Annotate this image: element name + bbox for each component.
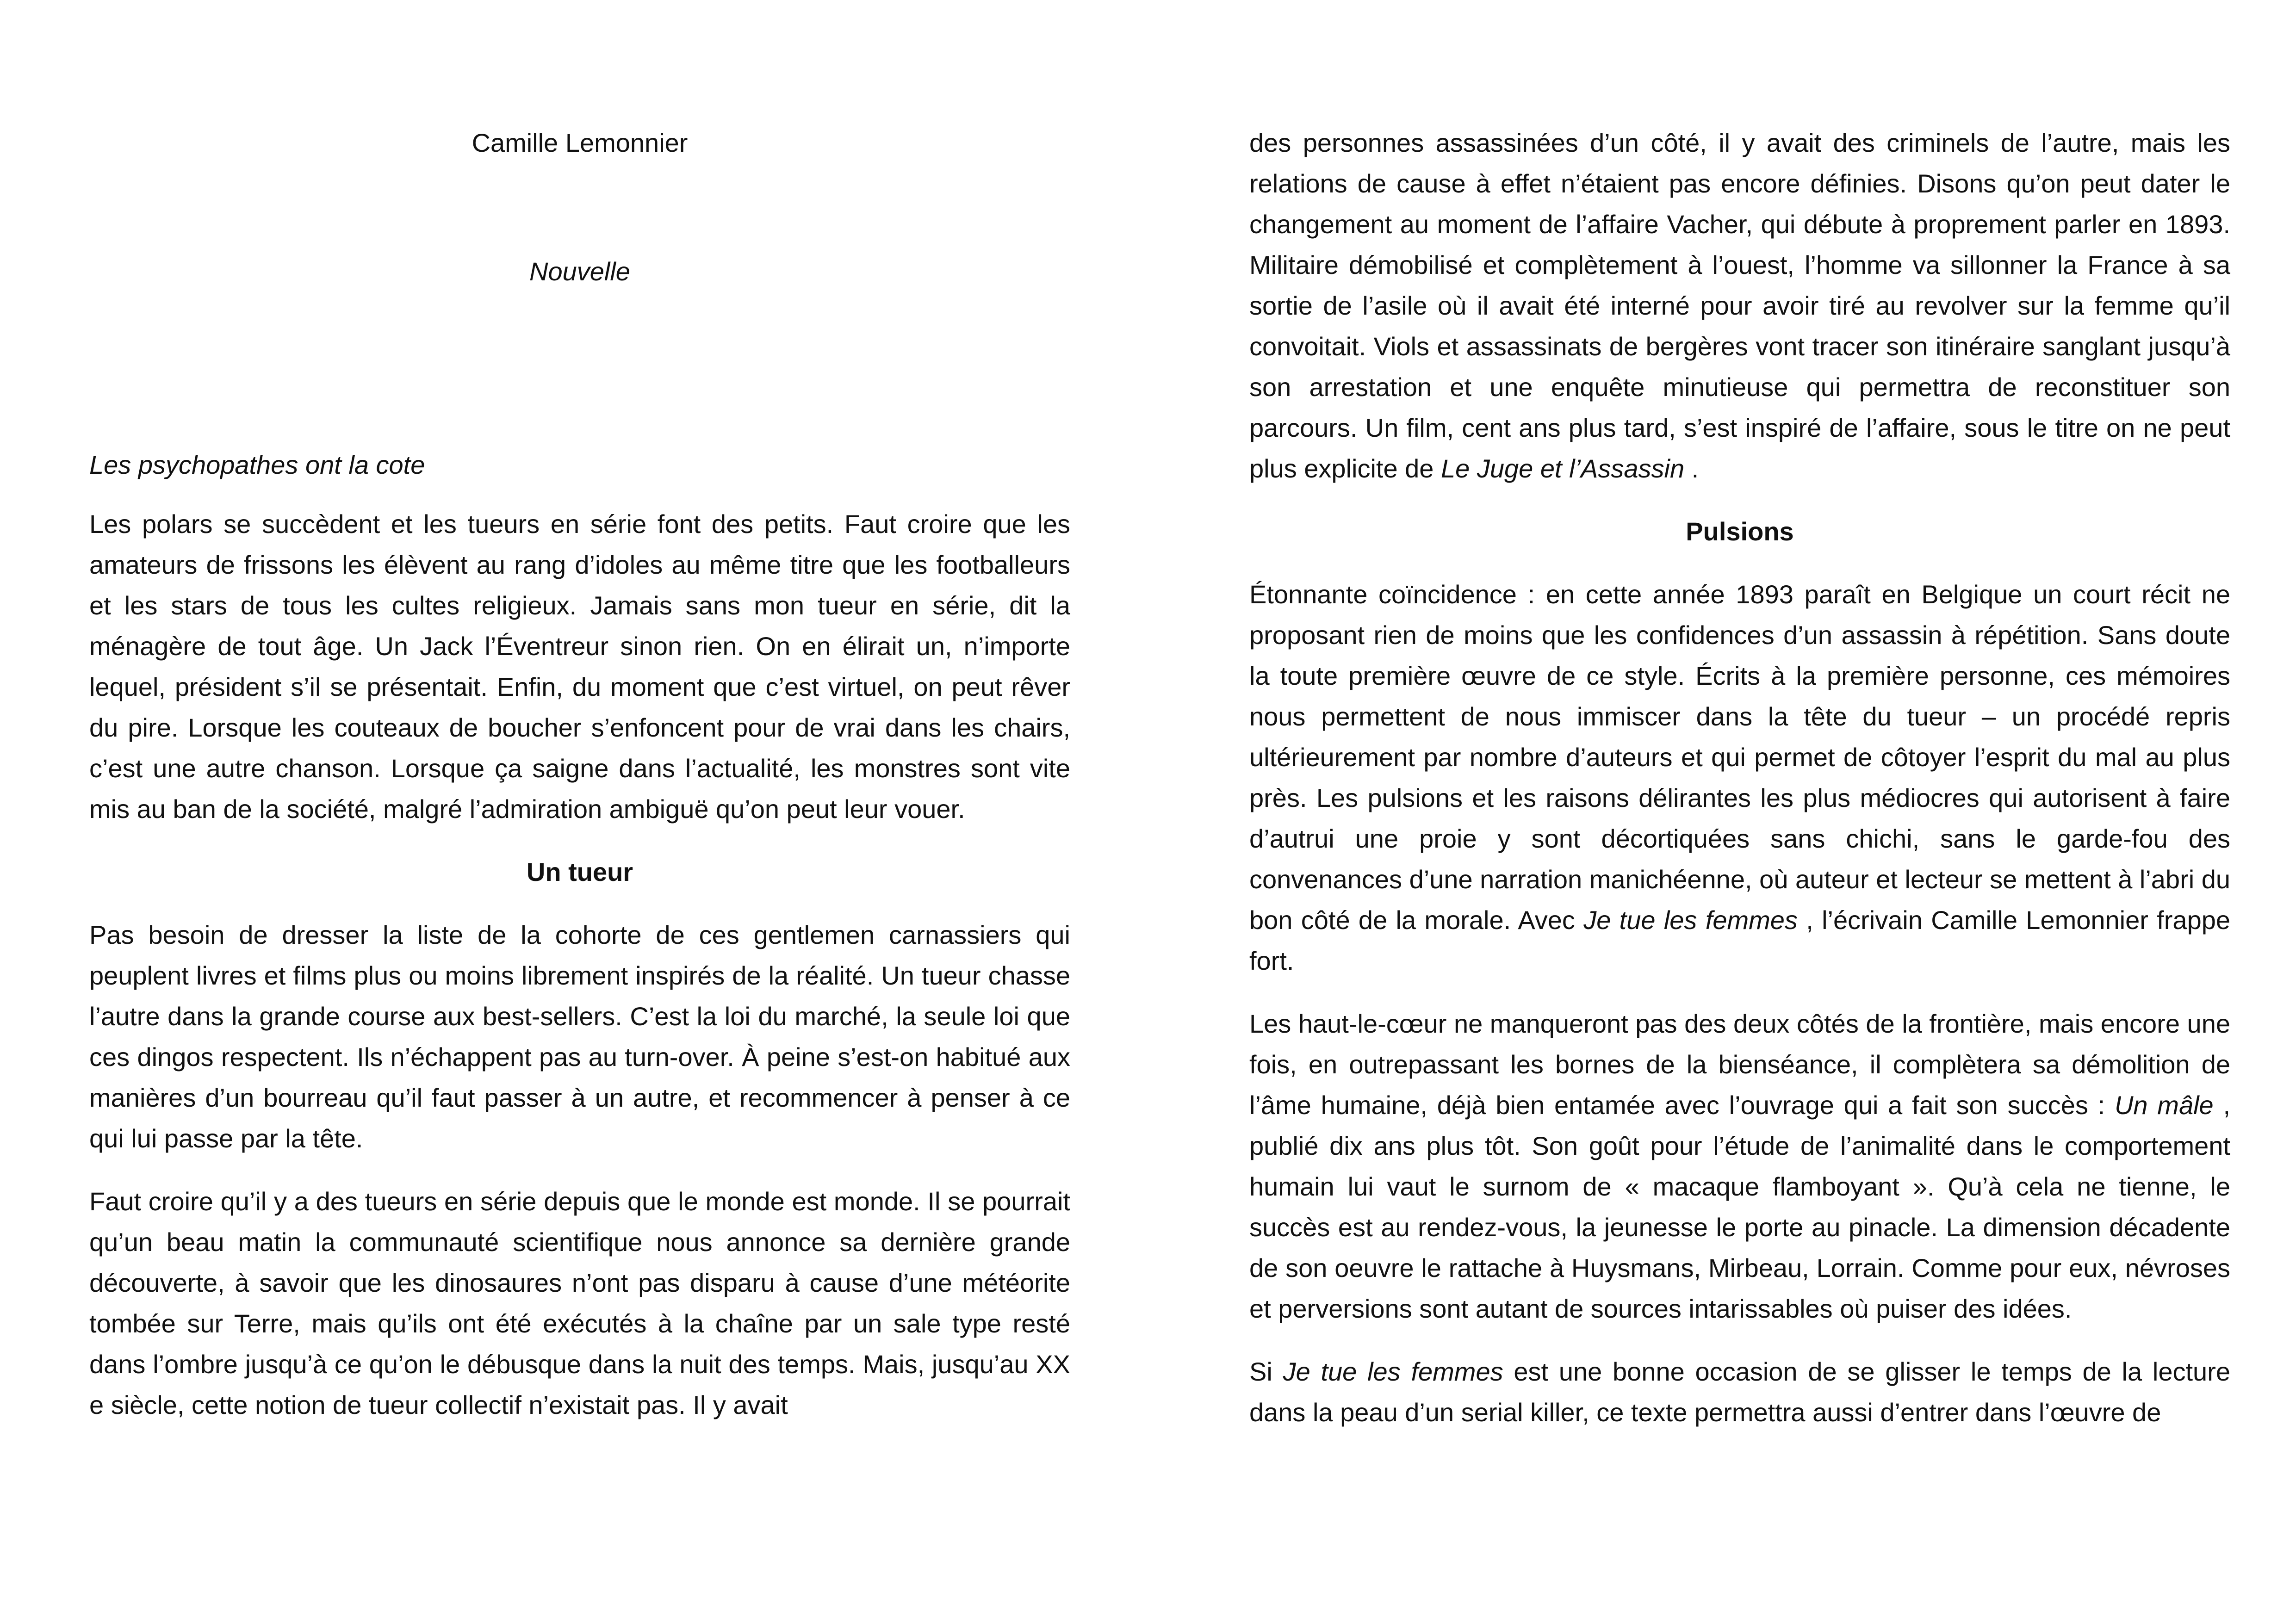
paragraph-text: . — [1684, 454, 1699, 483]
paragraph: Les polars se succèdent et les tueurs en série font des petits. Faut croire que les amateurs de frissons les élèvent au rang d’idoles au même titre que les footballeurs et les stars de tous les cultes religieux. Jamais sans mon tueur en série, dit la ménagère de tout âge. Un Jack l’Éventreur sinon rien. On en élirait un, n’importe lequel, président s’il se présentait. Enfin, du moment que c’est virtuel, on peut rêver du pire. Lorsque les couteaux de boucher s’enfoncent pour de vrai dans les chairs, c’est une autre chanson. Lorsque ça saigne dans l’actualité, les monstres sont vite mis au ban de la société, malgré l’admiration ambiguë qu’on peut leur vouer. — [89, 509, 1070, 824]
book-title: Je tue les femmes — [1583, 905, 1798, 935]
left-column — [89, 123, 1070, 1448]
paragraph — [1249, 1004, 2230, 1329]
section-heading: Un tueur — [526, 857, 633, 886]
paragraph-text: Les haut-le-cœur ne manqueront pas des deux côtés de la frontière, mais encore une fois, en outrepassant les bornes de la bienséance, il complètera sa démolition de l’âme humaine, déjà bien entamée avec l’ouvrage qui a fait son succès : — [1249, 1009, 2230, 1120]
paragraph-text: Étonnante coïncidence : en cette année 1893 paraît en Belgique un court récit ne proposant rien de moins que les confidences d’un assassin à répétition. Sans doute la toute première œuvre de ce style. Écrits à la première personne, ces mémoires nous permettent de nous immiscer dans la tête du tueur – un procédé repris ultérieurement par nombre d’auteurs et qui permet de côtoyer l’esprit du mal au plus près. Les pulsions et les raisons délirantes les plus médiocres qui autorisent à faire d’autrui une proie y sont décortiquées sans chichi, sans le garde-fou des convenances d’une narration manichéenne, où auteur et lecteur se mettent à l’abri du bon côté de la morale. Avec — [1249, 580, 2231, 935]
paragraph — [1249, 1351, 2230, 1433]
paragraph-text: , publié dix ans plus tôt. Son goût pour l’étude de l’animalité dans le comportement humain lui vaut le surnom de « macaque flamboyant ». Qu’à cela ne tienne, le succès est au rendez-vous, la jeunesse le porte au pinacle. La dimension décadente de son oeuvre le rattache à Huysmans, Mirbeau, Lorrain. Comme pour eux, névroses et perversions sont autant de sources intarissables où puiser des idées. — [1249, 1090, 2231, 1323]
paragraph: Pas besoin de dresser la liste de la cohorte de ces gentlemen carnassiers qui peuplent livres et films plus ou moins librement inspirés de la réalité. Un tueur chasse l’autre dans la grande course aux best-sellers. C’est la loi du marché, la seule loi que ces dingos respectent. Ils n’échappent pas au turn-over. À peine s’est-on habitué aux manières d’un bourreau qu’il faut passer à un autre, et recommencer à penser à ce qui lui passe par la tête. — [89, 920, 1070, 1153]
paragraph: Faut croire qu’il y a des tueurs en série depuis que le monde est monde. Il se pourrait qu’un beau matin la communauté scientifique nous annonce sa dernière grande découverte, à savoir que les dinosaures n’ont pas disparu à cause d’une météorite tombée sur Terre, mais qu’ils ont été exécutés à la chaîne par un sale type resté dans l’ombre jusqu’à ce qu’on le débusque dans la nuit des temps. Mais, jusqu’au XX e siècle, cette notion de tueur collectif n’existait pas. Il y avait — [89, 1187, 1070, 1419]
paragraph — [1249, 123, 2230, 489]
paragraph-text: des personnes assassinées d’un côté, il y avait des criminels de l’autre, mais les relations de cause à effet n’étaient pas encore définies. Disons qu’on peut dater le changement au moment de l’affaire Vacher, qui débute à proprement parler en 1893. Militaire démobilisé et complètement à l’ouest, l’homme va sillonner la France à sa sortie de l’asile où il avait été interné pour avoir tiré au revolver sur la femme qu’il convoitait. Viols et assassinats de bergères vont tracer son itinéraire sanglant jusqu’à son arrestation et une enquête minutieuse qui permettra de reconstituer son parcours. Un film, cent ans plus tard, s’est inspiré de l’affaire, sous le titre on ne peut plus explicite de — [1249, 128, 2230, 483]
paragraph-text: est une bonne occasion de se glisser le temps de la lecture dans la peau d’un serial killer, ce texte permettra aussi d’entrer dans l’œuvre de — [1249, 1357, 2230, 1427]
book-title: Un mâle — [2114, 1090, 2214, 1120]
paragraph — [1249, 574, 2230, 981]
paragraph-text: , l’écrivain Camille Lemonnier frappe fort. — [1249, 905, 2231, 975]
paragraph-text: Si — [1249, 1357, 1283, 1386]
section-heading: Pulsions — [1686, 517, 1794, 546]
film-title: Le Juge et l’Assassin — [1441, 454, 1685, 483]
right-column — [1249, 123, 2230, 1455]
genre-label: Nouvelle — [529, 257, 630, 286]
section-title: Les psychopathes ont la cote — [89, 450, 425, 479]
author-name: Camille Lemonnier — [472, 128, 688, 157]
book-title: Je tue les femmes — [1283, 1357, 1503, 1386]
